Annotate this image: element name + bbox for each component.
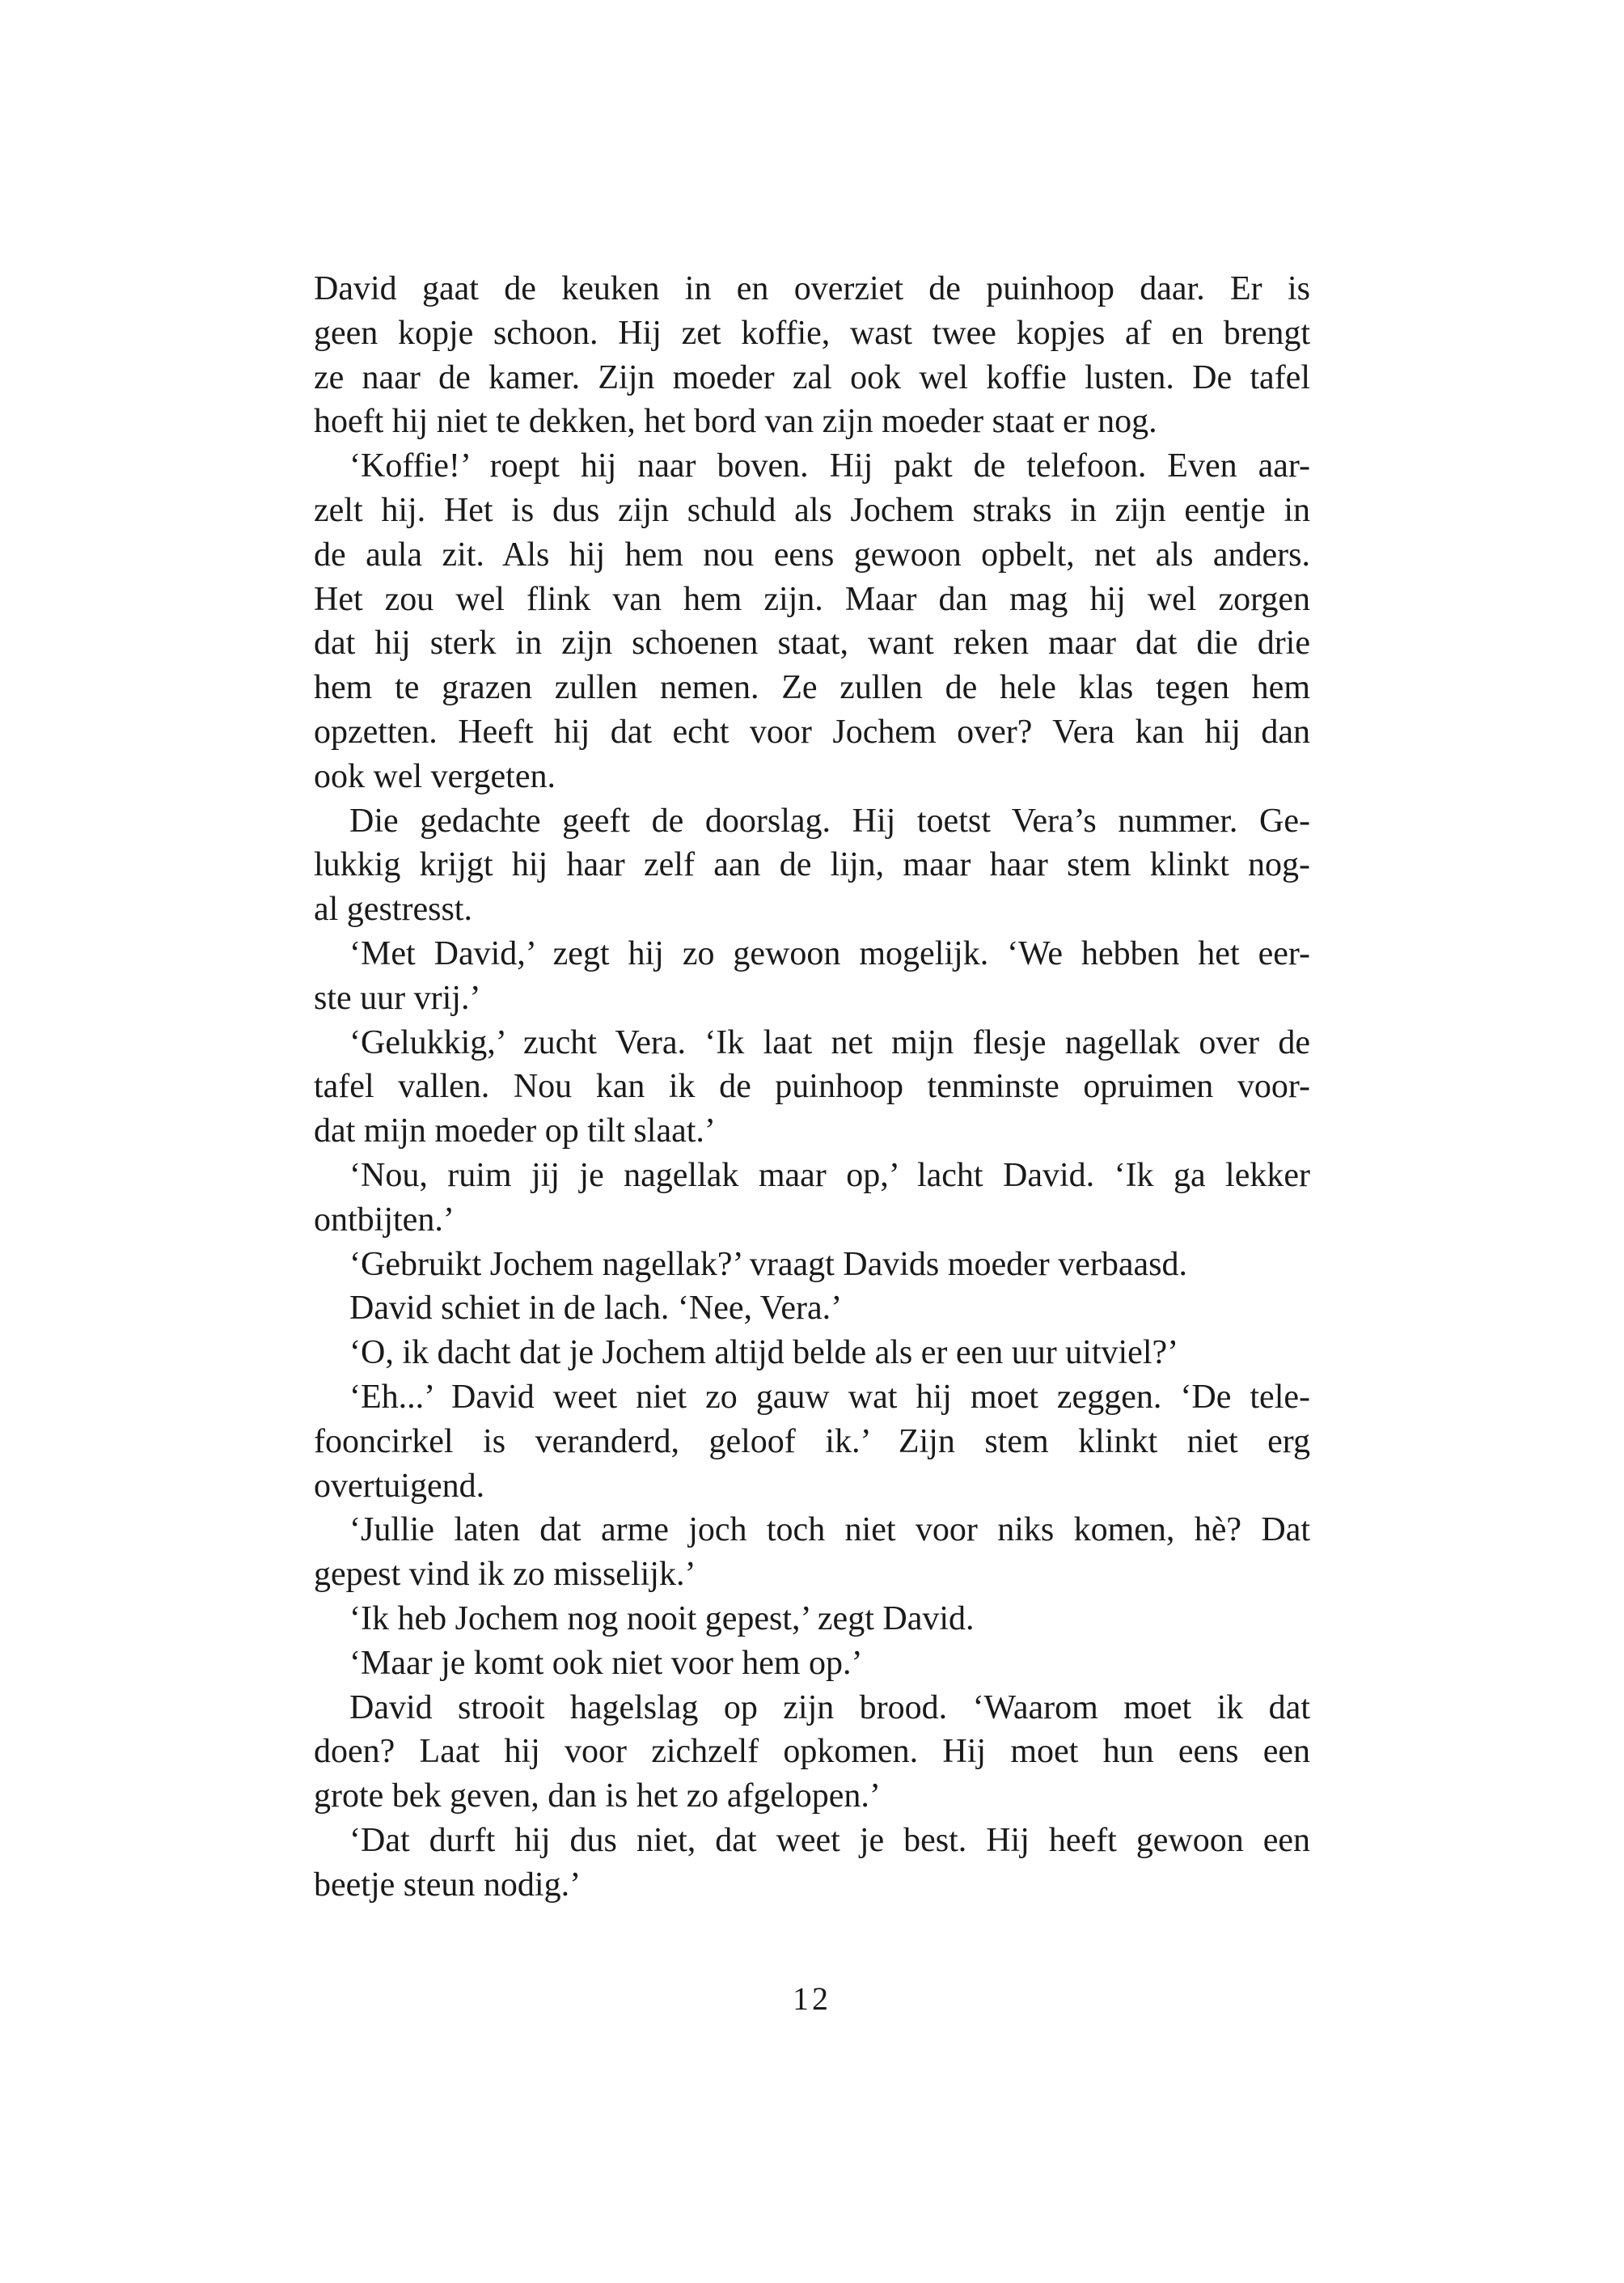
text-line: hoeft hij niet te dekken, het bord van zijn moeder staat er nog. bbox=[314, 403, 1157, 441]
body-text bbox=[314, 267, 1310, 1907]
text-line: ‘Gebruikt Jochem nagellak?’ vraagt Davids moeder verbaasd. bbox=[349, 1245, 1187, 1283]
text-line: hem te grazen zullen nemen. Ze zullen de hele klas tegen hem bbox=[314, 669, 1310, 707]
text-line: gepest vind ik zo misselijk.’ bbox=[314, 1556, 696, 1594]
text-line: ‘Koffie!’ roept hij naar boven. Hij pakt de telefoon. Even aar- bbox=[349, 447, 1310, 485]
text-line: ‘Maar je komt ook niet voor hem op.’ bbox=[349, 1644, 863, 1682]
text-line: ‘Met David,’ zegt hij zo gewoon mogelijk. ‘We hebben het eer- bbox=[349, 934, 1310, 972]
text-line: lukkig krijgt hij haar zelf aan de lijn, maar haar stem klinkt nog- bbox=[314, 846, 1310, 884]
text-line: geen kopje schoon. Hij zet koffie, wast twee kopjes af en brengt bbox=[314, 314, 1310, 352]
text-line: de aula zit. Als hij hem nou eens gewoon opbelt, net als anders. bbox=[314, 536, 1310, 574]
text-line: ste uur vrij.’ bbox=[314, 979, 481, 1017]
text-line: ook wel vergeten. bbox=[314, 757, 556, 795]
text-line: Het zou wel flink van hem zijn. Maar dan mag hij wel zorgen bbox=[314, 580, 1310, 618]
text-line: dat mijn moeder op tilt slaat.’ bbox=[314, 1112, 716, 1150]
text-line: ‘Nou, ruim jij je nagellak maar op,’ lacht David. ‘Ik ga lekker bbox=[349, 1156, 1310, 1194]
text-line: zelt hij. Het is dus zijn schuld als Jochem straks in zijn eentje in bbox=[314, 491, 1310, 529]
page-number: 12 bbox=[793, 1980, 831, 2017]
text-line: ‘Ik heb Jochem nog nooit gepest,’ zegt David. bbox=[349, 1599, 975, 1637]
text-line: ‘Gelukkig,’ zucht Vera. ‘Ik laat net mijn flesje nagellak over de bbox=[349, 1023, 1310, 1061]
text-line: David gaat de keuken in en overziet de puinhoop daar. Er is bbox=[314, 270, 1310, 307]
text-line: overtuigend. bbox=[314, 1467, 485, 1505]
text-line: ‘O, ik dacht dat je Jochem altijd belde als er een uur uitviel?’ bbox=[349, 1334, 1179, 1372]
text-line: ‘Jullie laten dat arme joch toch niet voor niks komen, hè? Dat bbox=[349, 1511, 1310, 1549]
text-line: ontbijten.’ bbox=[314, 1201, 455, 1239]
text-line: tafel vallen. Nou kan ik de puinhoop tenminste opruimen voor- bbox=[314, 1068, 1310, 1106]
text-line: doen? Laat hij voor zichzelf opkomen. Hij moet hun eens een bbox=[314, 1733, 1310, 1771]
text-line: David strooit hagelslag op zijn brood. ‘Waarom moet ik dat bbox=[349, 1688, 1310, 1726]
text-line: al gestresst. bbox=[314, 891, 472, 929]
text-line: ‘Eh...’ David weet niet zo gauw wat hij moet zeggen. ‘De tele- bbox=[349, 1378, 1310, 1416]
text-line: beetje steun nodig.’ bbox=[314, 1866, 582, 1904]
text-line: ‘Dat durft hij dus niet, dat weet je best. Hij heeft gewoon een bbox=[349, 1821, 1310, 1859]
text-line: grote bek geven, dan is het zo afgelopen.’ bbox=[314, 1777, 881, 1815]
text-line: opzetten. Heeft hij dat echt voor Jochem over? Vera kan hij dan bbox=[314, 713, 1310, 751]
text-line: David schiet in de lach. ‘Nee, Vera.’ bbox=[349, 1290, 843, 1328]
text-line: ze naar de kamer. Zijn moeder zal ook wel koffie lusten. De tafel bbox=[314, 358, 1310, 396]
text-line: Die gedachte geeft de doorslag. Hij toetst Vera’s nummer. Ge- bbox=[349, 802, 1310, 840]
text-line: dat hij sterk in zijn schoenen staat, want reken maar dat die drie bbox=[314, 625, 1310, 663]
text-line: fooncirkel is veranderd, geloof ik.’ Zijn stem klinkt niet erg bbox=[314, 1422, 1310, 1460]
